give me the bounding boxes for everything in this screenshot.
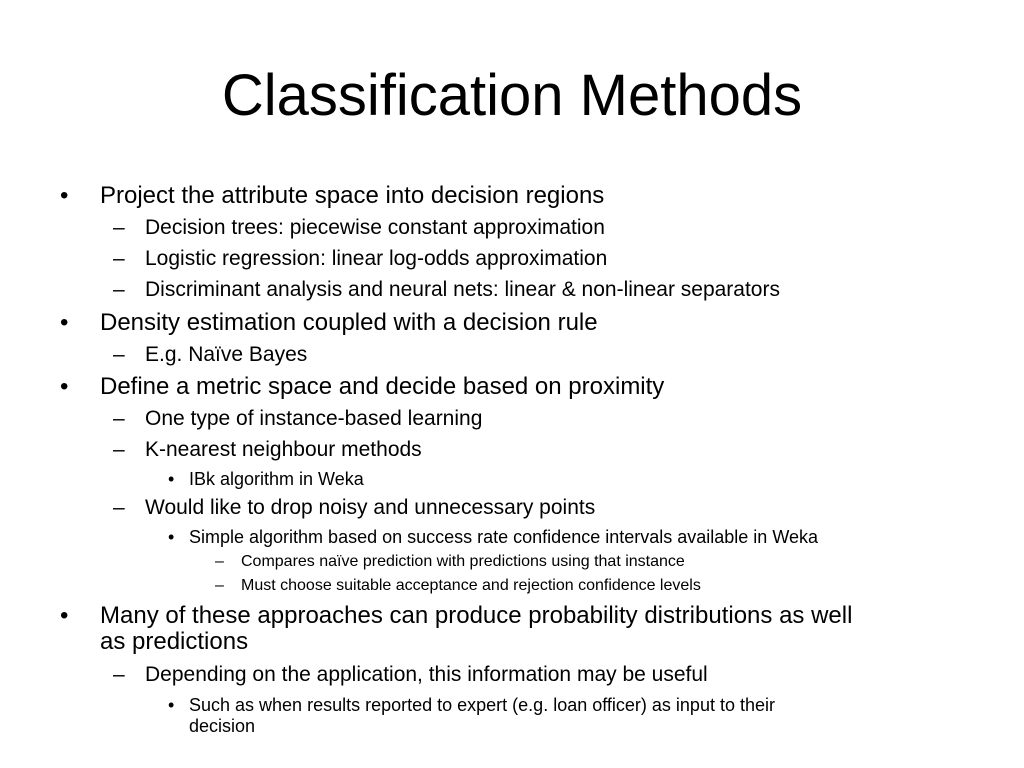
bullet-text: Decision trees: piecewise constant approximation: [145, 216, 605, 239]
dash-marker: –: [113, 343, 125, 366]
dash-marker: –: [113, 663, 125, 686]
bullet-marker: •: [60, 373, 69, 400]
bullet-text: Compares naïve prediction with predictions using that instance: [241, 553, 685, 570]
bullet-text: Simple algorithm based on success rate confidence intervals available in Weka: [189, 527, 818, 547]
bullet-text: K-nearest neighbour methods: [145, 438, 422, 461]
slide-title: Classification Methods: [221, 63, 803, 128]
dash-marker: –: [113, 278, 125, 301]
bullet-text-line2: decision: [189, 716, 256, 736]
bullet-marker: •: [168, 695, 175, 715]
dash-marker: –: [215, 577, 224, 594]
bullet-text: Depending on the application, this information may be useful: [145, 663, 708, 686]
bullet-text: Would like to drop noisy and unnecessary points: [145, 496, 596, 519]
bullet-marker: •: [60, 602, 69, 629]
bullet-text: One type of instance-based learning: [145, 407, 483, 430]
bullet-marker: •: [60, 182, 69, 209]
bullet-marker: •: [60, 309, 69, 336]
bullet-marker: •: [168, 469, 175, 489]
bullet-marker: •: [168, 527, 175, 547]
dash-marker: –: [113, 496, 125, 519]
dash-marker: –: [113, 216, 125, 239]
dash-marker: –: [215, 553, 224, 570]
bullet-text-line2: as predictions: [100, 628, 249, 655]
dash-marker: –: [113, 407, 125, 430]
bullet-text: IBk algorithm in Weka: [189, 469, 364, 489]
bullet-text: Must choose suitable acceptance and rejection confidence levels: [241, 577, 701, 594]
bullet-text: E.g. Naïve Bayes: [145, 343, 308, 366]
bullet-text: Project the attribute space into decision regions: [100, 182, 605, 209]
bullet-text-line1: Many of these approaches can produce probability distributions as well: [100, 602, 853, 629]
dash-marker: –: [113, 438, 125, 461]
bullet-text: Define a metric space and decide based on proximity: [100, 373, 665, 400]
dash-marker: –: [113, 247, 125, 270]
bullet-text: Logistic regression: linear log-odds approximation: [145, 247, 608, 270]
bullet-text-line1: Such as when results reported to expert (e.g. loan officer) as input to their: [189, 695, 775, 715]
bullet-text: Discriminant analysis and neural nets: linear & non-linear separators: [145, 278, 780, 301]
bullet-text: Density estimation coupled with a decision rule: [100, 309, 598, 336]
